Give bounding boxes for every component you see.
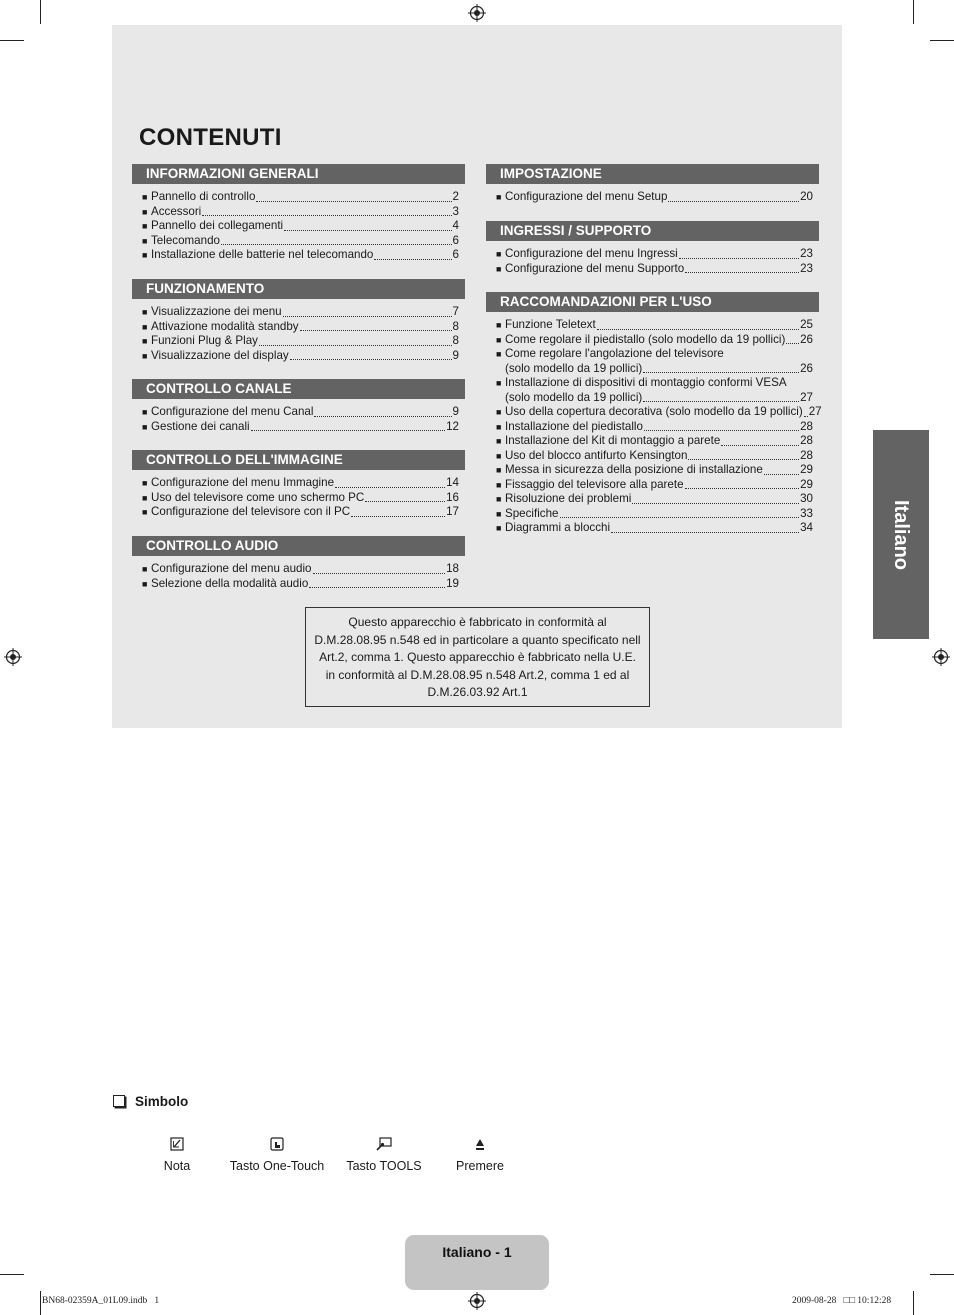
leader-dots [251, 430, 445, 431]
section-heading: FUNZIONAMENTO [132, 279, 465, 299]
toc-entry-page: 20 [800, 190, 813, 203]
notice-line: D.M.28.08.95 n.548 ed in particolare a quanto specificato nell [314, 632, 641, 647]
notice-line: in conformità al D.M.28.08.95 n.548 Art.2, comma 1 ed al [325, 667, 630, 682]
leader-dots [290, 359, 452, 360]
toc-entry-page: 14 [446, 476, 459, 489]
toc-entry-page: 23 [800, 247, 813, 260]
tools-icon [376, 1137, 392, 1151]
toc-entry [142, 505, 459, 520]
bullet-icon: ■ [142, 350, 148, 361]
bullet-icon: ■ [142, 421, 148, 432]
bullet-icon: ■ [142, 478, 148, 488]
toc-entry-title: Pannello dei collegamenti [151, 219, 284, 232]
toc-section [132, 379, 465, 434]
toc-entry-title: Telecomando [151, 233, 220, 247]
language-side-tab-label: Italiano [890, 499, 912, 570]
toc-entry-title: Visualizzazione dei menu [151, 305, 282, 318]
bullet-icon: ■ [496, 334, 502, 345]
bullet-icon: ■ [142, 235, 148, 246]
toc-list [486, 190, 819, 205]
symbol-label: Tasto One-Touch [229, 1159, 325, 1173]
symbol-tools [329, 1135, 439, 1173]
registration-mark-icon [932, 648, 950, 666]
toc-entry [142, 405, 459, 420]
notice-line: D.M.26.03.92 Art.1 [427, 685, 528, 699]
toc-list [132, 476, 465, 520]
leader-dots [284, 230, 451, 231]
press-icon [474, 1137, 486, 1151]
checkbox-bullet-icon [113, 1095, 125, 1107]
leader-dots [256, 201, 451, 202]
bullet-icon: ■ [496, 465, 502, 475]
toc-entry [142, 190, 459, 205]
leader-dots [300, 330, 452, 331]
bullet-icon: ■ [496, 523, 502, 533]
leader-dots [313, 573, 446, 574]
toc-entry-title: Installazione di dispositivi di montaggio conformi VESA [505, 376, 787, 389]
registration-mark-icon [468, 1292, 486, 1310]
bullet-icon: ■ [496, 378, 502, 388]
toc-section [132, 279, 465, 363]
leader-dots [668, 201, 799, 202]
toc-entry [496, 262, 813, 277]
toc-entry-page: 26 [800, 332, 813, 346]
toc-entry-page: 28 [800, 434, 813, 447]
leader-dots [202, 215, 451, 216]
toc-entry-title: Visualizzazione del display [151, 348, 289, 362]
section-heading: CONTROLLO AUDIO [132, 536, 465, 556]
section-heading: RACCOMANDAZIONI PER L'USO [486, 292, 819, 312]
page-title: CONTENUTI [139, 124, 282, 151]
toc-entry-title: Accessori [151, 204, 202, 218]
crop-mark [913, 0, 914, 24]
leader-dots [351, 516, 445, 517]
page-number: Italiano - 1 [442, 1244, 512, 1260]
toc-entry [142, 577, 459, 592]
leader-dots [643, 372, 799, 373]
toc-entry-title: Installazione del Kit di montaggio a parete [505, 434, 721, 447]
bullet-icon: ■ [142, 336, 148, 346]
bullet-icon: ■ [496, 320, 502, 330]
leader-dots [335, 487, 445, 488]
bullet-icon: ■ [496, 249, 502, 259]
toc-entry-title: Configurazione del menu Canal [151, 405, 314, 418]
toc-section [132, 450, 465, 520]
toc-entry-title: Selezione della modalità audio [151, 576, 309, 590]
toc-section [486, 221, 819, 276]
one-touch-icon [270, 1137, 284, 1151]
leader-dots [221, 244, 452, 245]
toc-entry-page: 8 [452, 319, 459, 333]
toc-entry-title: Messa in sicurezza della posizione di installazione [505, 463, 763, 476]
leader-dots [685, 272, 799, 273]
toc-entry [142, 476, 459, 491]
toc-entry-title: Specifiche [505, 506, 559, 520]
toc-entry-title: Configurazione del menu audio [151, 562, 312, 575]
bullet-icon: ■ [496, 479, 502, 490]
symbol-label: Nota [163, 1159, 191, 1173]
bullet-icon: ■ [142, 578, 148, 589]
bullet-icon: ■ [142, 564, 148, 574]
toc-entry [496, 449, 813, 464]
toc-entry [496, 190, 813, 205]
toc-entry-page: 30 [800, 492, 813, 505]
bullet-icon: ■ [142, 321, 148, 332]
toc-entry [142, 248, 459, 263]
toc-list [486, 247, 819, 276]
toc-entry [496, 478, 813, 493]
toc-entry-page: 29 [800, 463, 813, 476]
toc-entry [496, 492, 813, 507]
bullet-icon: ■ [142, 206, 148, 217]
toc-entry-title: Configurazione del menu Setup [505, 190, 668, 203]
toc-list [132, 190, 465, 263]
toc-entry-title-continued: (solo modello da 19 pollici) [505, 390, 643, 404]
toc-entry-page: 12 [446, 419, 459, 433]
toc-entry-continued [496, 391, 813, 406]
toc-list [132, 305, 465, 363]
toc-entry-page: 25 [800, 318, 813, 331]
toc-entry-page: 18 [446, 562, 459, 575]
toc-entry [496, 521, 813, 536]
toc-entry [142, 334, 459, 349]
toc-entry-page: 33 [800, 506, 813, 520]
leader-dots [804, 416, 808, 417]
leader-dots [597, 329, 799, 330]
toc-entry [496, 333, 813, 348]
section-heading: IMPOSTAZIONE [486, 164, 819, 184]
bullet-icon: ■ [142, 407, 148, 417]
toc-entry-page: 23 [800, 261, 813, 275]
bullet-icon: ■ [142, 250, 148, 260]
bullet-icon: ■ [142, 192, 148, 202]
registration-mark-icon [4, 648, 22, 666]
toc-entry-title: Uso della copertura decorativa (solo modello da 19 pollici) [505, 405, 803, 418]
toc-entry-title: Uso del televisore come uno schermo PC [151, 490, 365, 504]
bullet-icon: ■ [496, 263, 502, 274]
registration-mark-icon [468, 4, 486, 22]
toc-list [486, 318, 822, 536]
print-footer-right: 2009-08-28 □□ 10:12:28 [792, 1296, 892, 1306]
toc-entry [142, 320, 459, 335]
section-heading: CONTROLLO DELL'IMMAGINE [132, 450, 465, 470]
leader-dots [314, 416, 451, 417]
toc-entry-page: 34 [800, 521, 813, 534]
bullet-icon: ■ [142, 221, 148, 231]
toc-list [132, 562, 465, 591]
bullet-icon: ■ [496, 508, 502, 519]
print-footer-left: BN68-02359A_01L09.indb 1 [42, 1296, 160, 1306]
leader-dots [611, 532, 799, 533]
bullet-icon: ■ [142, 307, 148, 317]
leader-dots [365, 501, 445, 502]
toc-entry [496, 405, 822, 420]
toc-entry-title: Configurazione del menu Ingressi [505, 247, 678, 260]
toc-entry-page: 28 [800, 419, 813, 433]
toc-entry-title: Configurazione del televisore con il PC [151, 505, 351, 518]
toc-entry-title-continued: (solo modello da 19 pollici) [505, 361, 643, 375]
toc-entry-title: Funzioni Plug & Play [151, 334, 258, 347]
toc-entry-page: 3 [452, 204, 459, 218]
toc-entry [142, 305, 459, 320]
leader-dots [643, 401, 799, 402]
toc-entry-title: Installazione del piedistallo [505, 419, 643, 433]
leader-dots [721, 445, 799, 446]
toc-section [486, 292, 822, 536]
bullet-icon: ■ [496, 421, 502, 432]
toc-entry-page: 2 [452, 190, 459, 203]
leader-dots [560, 517, 800, 518]
note-icon [170, 1137, 184, 1151]
toc-entry-page: 27 [808, 405, 822, 418]
toc-entry-page: 26 [800, 361, 813, 375]
toc-entry-page: 4 [452, 219, 459, 232]
toc-entry-title: Come regolare il piedistallo (solo modello da 19 pollici) [505, 332, 786, 346]
toc-entry [142, 234, 459, 249]
toc-entry-page: 16 [446, 490, 459, 504]
symbol-one-touch [222, 1135, 332, 1173]
toc-entry [496, 507, 813, 522]
section-heading: INGRESSI / SUPPORTO [486, 221, 819, 241]
toc-entry [142, 219, 459, 234]
crop-mark [930, 40, 954, 41]
toc-entry-title: Installazione delle batterie nel telecomando [151, 248, 374, 261]
toc-entry-page: 7 [452, 305, 459, 318]
toc-section [486, 164, 819, 205]
page-number-pill [405, 1235, 549, 1290]
toc-entry-title: Configurazione del menu Immagine [151, 476, 335, 489]
leader-dots [679, 258, 799, 259]
leader-dots [688, 459, 799, 460]
crop-mark [0, 40, 24, 41]
leader-dots [283, 316, 452, 317]
section-heading: CONTROLLO CANALE [132, 379, 465, 399]
toc-entry-title: Uso del blocco antifurto Kensington [505, 448, 688, 462]
leader-dots [764, 474, 799, 475]
toc-entry-title: Pannello di controllo [151, 190, 256, 203]
toc-entry [496, 376, 813, 391]
notice-line: Questo apparecchio è fabbricato in conformità al [348, 615, 607, 629]
toc-list [132, 405, 465, 434]
toc-entry-title: Diagrammi a blocchi [505, 521, 611, 534]
toc-entry [142, 491, 459, 506]
toc-entry-title: Come regolare l'angolazione del televisore [505, 347, 724, 360]
toc-section [132, 536, 465, 591]
toc-entry-page: 17 [446, 505, 459, 518]
toc-entry-page: 9 [452, 348, 459, 362]
bullet-icon: ■ [142, 492, 148, 503]
toc-entry [496, 247, 813, 262]
toc-entry [496, 347, 813, 362]
toc-entry-page: 19 [446, 576, 459, 590]
symbol-press [425, 1135, 535, 1173]
symbol-label: Premere [456, 1159, 504, 1173]
crop-mark [930, 1274, 954, 1275]
toc-entry-page: 27 [800, 390, 813, 404]
toc-entry [142, 349, 459, 364]
bullet-icon: ■ [496, 349, 502, 359]
symbols-heading-label: Simbolo [135, 1094, 189, 1109]
toc-entry-page: 9 [452, 405, 459, 418]
toc-entry-page: 28 [800, 448, 813, 462]
crop-mark [0, 1274, 24, 1275]
toc-entry-page: 29 [800, 477, 813, 491]
leader-dots [632, 503, 799, 504]
toc-entry-page: 6 [452, 248, 459, 261]
toc-entry-title: Configurazione del menu Supporto [505, 261, 685, 275]
leader-dots [259, 345, 452, 346]
leader-dots [309, 587, 445, 588]
crop-mark [40, 1291, 41, 1315]
bullet-icon: ■ [496, 450, 502, 461]
toc-entry-continued [496, 362, 813, 377]
toc-entry-page: 6 [452, 233, 459, 247]
toc-entry [496, 318, 813, 333]
bullet-icon: ■ [496, 436, 502, 446]
toc-entry [142, 562, 459, 577]
leader-dots [685, 488, 800, 489]
conformity-notice [305, 607, 650, 707]
notice-line: Art.2, comma 1. Questo apparecchio è fabbricato nella U.E. [319, 650, 636, 664]
toc-entry [142, 420, 459, 435]
leader-dots [786, 343, 799, 344]
leader-dots [374, 259, 451, 260]
symbol-label: Tasto TOOLS [346, 1159, 422, 1173]
toc-entry-page: 8 [452, 334, 459, 347]
bullet-icon: ■ [496, 407, 502, 417]
crop-mark [40, 0, 41, 24]
toc-entry-title: Attivazione modalità standby [151, 319, 299, 333]
bullet-icon: ■ [142, 507, 148, 517]
section-heading: INFORMAZIONI GENERALI [132, 164, 465, 184]
toc-entry [142, 205, 459, 220]
symbols-heading [113, 1094, 188, 1109]
toc-entry-title: Funzione Teletext [505, 318, 596, 331]
bullet-icon: ■ [496, 494, 502, 504]
symbol-note [122, 1135, 232, 1173]
toc-entry-title: Fissaggio del televisore alla parete [505, 477, 684, 491]
leader-dots [644, 430, 799, 431]
toc-entry [496, 463, 813, 478]
bullet-icon: ■ [496, 192, 502, 202]
toc-entry [496, 420, 813, 435]
toc-section [132, 164, 465, 263]
crop-mark [913, 1291, 914, 1315]
toc-entry-title: Gestione dei canali [151, 419, 250, 433]
toc-entry [496, 434, 813, 449]
toc-entry-title: Risoluzione dei problemi [505, 492, 632, 505]
